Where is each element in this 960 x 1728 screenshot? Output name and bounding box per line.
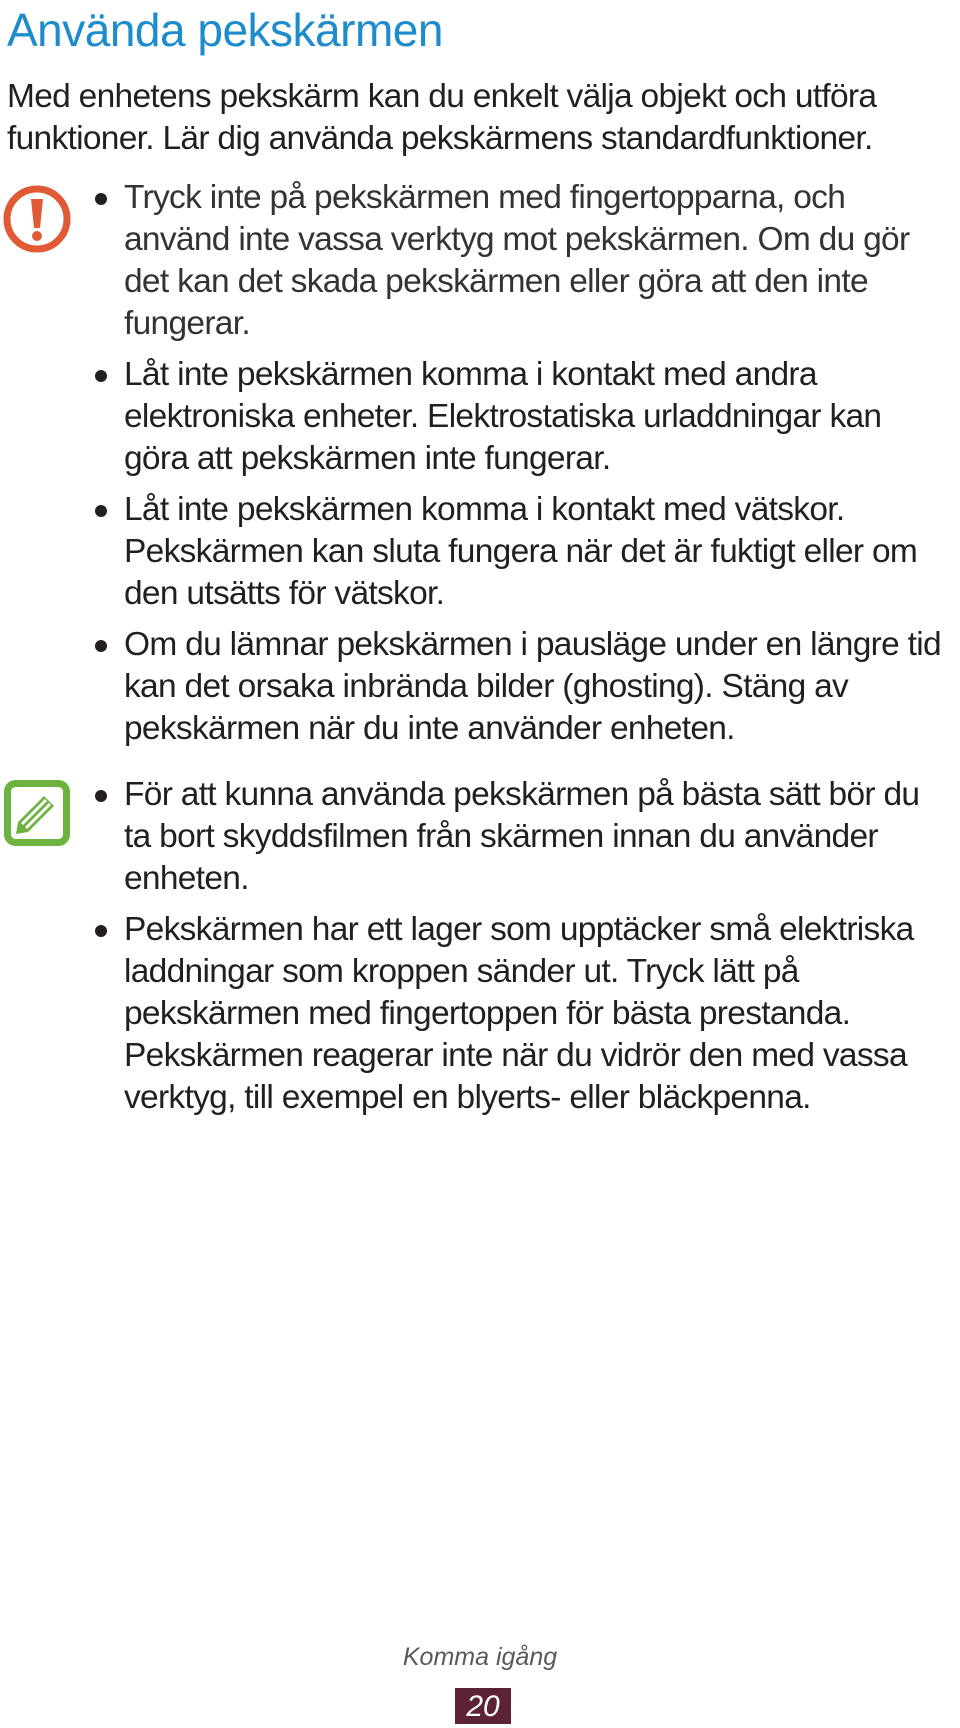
caution-icon	[2, 184, 72, 254]
list-item: För att kunna använda pekskärmen på bästa sätt bör du ta bort skyddsfilmen från skärmen innan du använder enheten.	[124, 774, 954, 900]
note-list	[124, 774, 954, 1128]
bullet-icon	[95, 193, 107, 205]
list-item: Låt inte pekskärmen komma i kontakt med vätskor. Pekskärmen kan sluta fungera när det är fuktigt eller om den utsätts för vätskor.	[124, 489, 954, 615]
list-item: Om du lämnar pekskärmen i pausläge under en längre tid kan det orsaka inbrända bilder (ghosting). Stäng av pekskärmen när du inte använder enheten.	[124, 624, 954, 750]
bullet-icon	[95, 370, 107, 382]
bullet-icon	[95, 925, 107, 937]
note-icon	[4, 780, 70, 846]
list-item: Låt inte pekskärmen komma i kontakt med andra elektroniska enheter. Elektrostatiska urladdningar kan göra att pekskärmen inte fungerar.	[124, 354, 954, 480]
list-item: Tryck inte på pekskärmen med fingertopparna, och använd inte vassa verktyg mot pekskärmen. Om du gör det kan det skada pekskärmen eller göra att den inte fungerar.	[124, 177, 954, 345]
intro-paragraph: Med enhetens pekskärm kan du enkelt välja objekt och utföra funktioner. Lär dig använda pekskärmens standardfunktioner.	[7, 78, 877, 157]
footer-section-title: Komma igång	[402, 1643, 558, 1671]
bullet-icon	[95, 640, 107, 652]
page-title: Använda pekskärmen	[7, 4, 443, 56]
page-number: 20	[455, 1688, 511, 1724]
caution-list	[124, 177, 954, 759]
list-item: Pekskärmen har ett lager som upptäcker små elektriska laddningar som kroppen sänder ut. Tryck lätt på pekskärmen med fingertoppen för bästa prestanda. Pekskärmen reagerar inte när du vidrör den med vassa verktyg, till exempel en blyerts- eller bläckpenna.	[124, 909, 954, 1119]
bullet-icon	[95, 505, 107, 517]
bullet-icon	[95, 790, 107, 802]
